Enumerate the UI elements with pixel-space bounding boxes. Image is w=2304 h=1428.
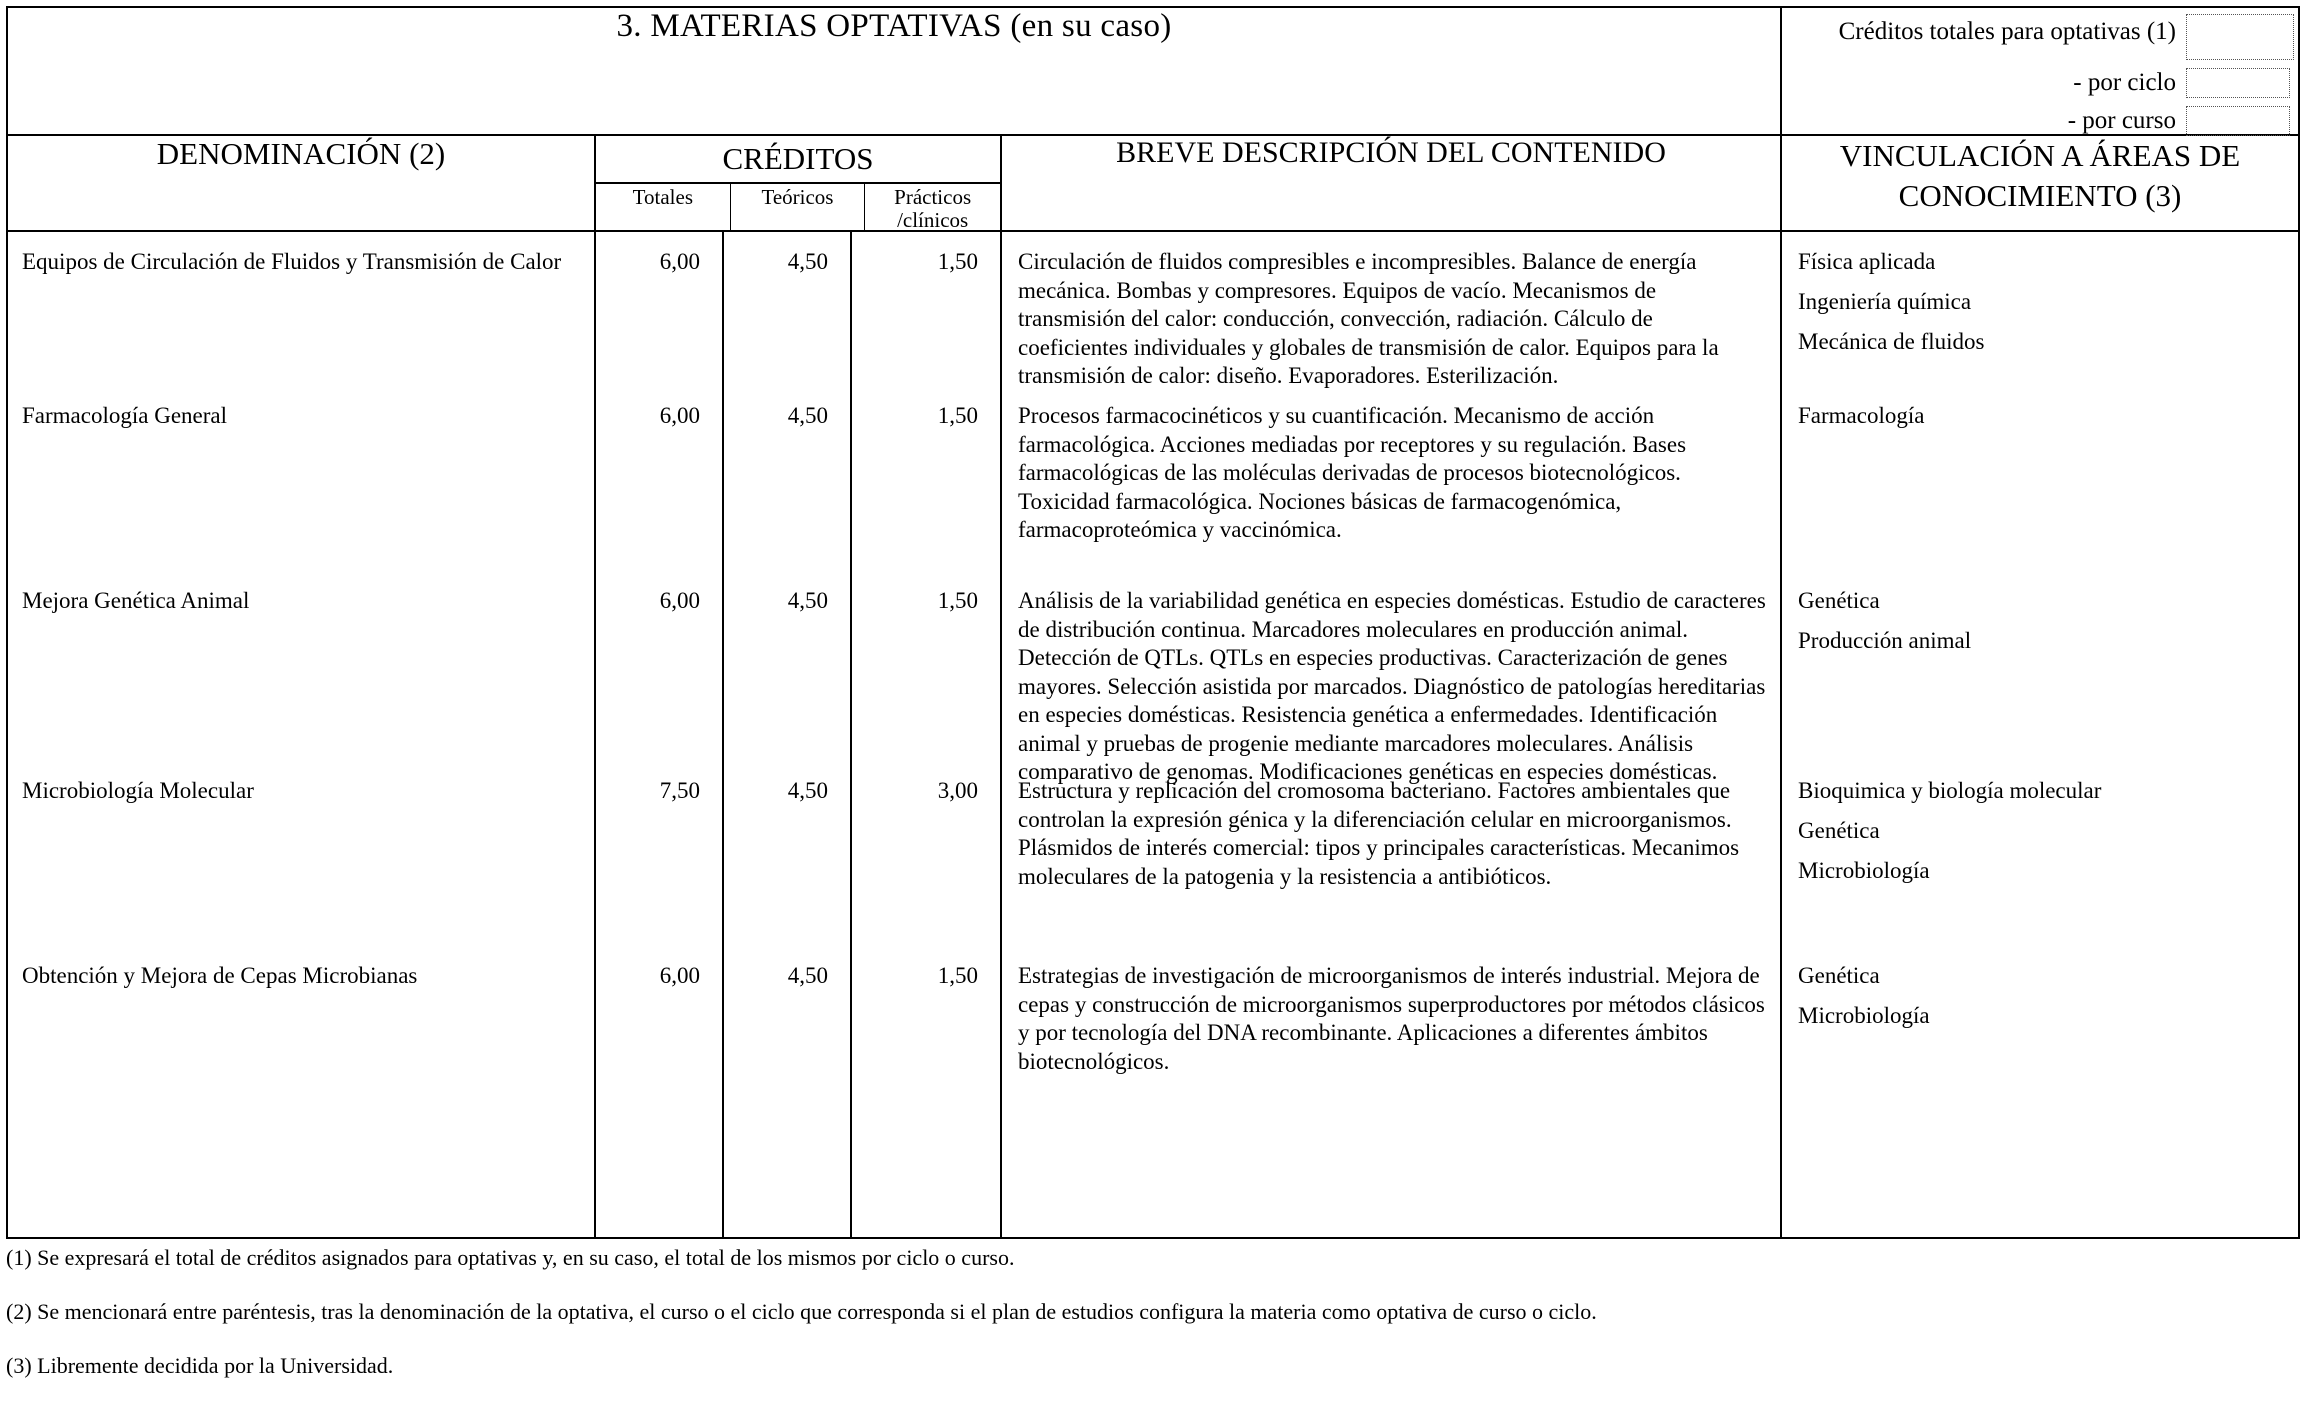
credits-theory-value: 4,50: [787, 778, 828, 803]
subject-name: Microbiología Molecular: [22, 778, 254, 803]
column-header-vinculacion: [1781, 135, 2299, 231]
teoricos-column: [723, 231, 851, 1238]
footnote-3: (3) Libremente decidida por la Universidad.: [6, 1353, 394, 1378]
knowledge-area: Física aplicada: [1798, 249, 1936, 274]
credits-theory-value: 4,50: [787, 249, 828, 274]
credits-practice-value: 1,50: [937, 588, 978, 613]
column-header-vinculacion-line2: CONOCIMIENTO (3): [1898, 178, 2182, 213]
column-header-row: [7, 135, 2299, 231]
knowledge-areas: [1798, 402, 2290, 442]
totales-column: [595, 231, 723, 1238]
credits-per-course-row: [1782, 102, 2290, 140]
credits-practice-value: 1,50: [937, 963, 978, 988]
credits-practice-value: 3,00: [937, 778, 978, 803]
credits-per-cycle-label: - por ciclo: [2073, 69, 2176, 96]
column-header-creditos: CRÉDITOS: [596, 136, 1000, 184]
credits-summary-block: [1781, 7, 2299, 135]
footnotes: [6, 1245, 2286, 1407]
title-row: [7, 7, 2299, 135]
subject-name: Mejora Genética Animal: [22, 588, 250, 613]
credits-total-value: 6,00: [659, 588, 700, 613]
column-header-denominacion: DENOMINACIÓN (2): [7, 135, 595, 231]
column-header-practicos: [865, 184, 1000, 230]
footnote-2: (2) Se mencionará entre paréntesis, tras la denominación de la optativa, el curso o el ciclo que corresponda si el plan de estudios configura la materia como optativa de curso o ciclo.: [6, 1299, 1597, 1324]
knowledge-areas: [1798, 587, 2290, 667]
knowledge-area: Microbiología: [1798, 858, 1930, 883]
credits-theory-value: 4,50: [787, 403, 828, 428]
column-header-practicos-line1: Prácticos: [894, 185, 972, 209]
column-header-descripcion: BREVE DESCRIPCIÓN DEL CONTENIDO: [1001, 135, 1781, 231]
table-body-row: [7, 231, 2299, 1238]
credits-theory-value: 4,50: [787, 963, 828, 988]
credits-total-value: 7,50: [659, 778, 700, 803]
credits-per-cycle-field[interactable]: [2186, 68, 2290, 98]
knowledge-area: Producción animal: [1798, 628, 1972, 653]
subject-name: Equipos de Circulación de Fluidos y Transmisión de Calor: [22, 249, 562, 274]
subject-name: Farmacología General: [22, 403, 227, 428]
knowledge-area: Farmacología: [1798, 403, 1925, 428]
credits-practice-value: 1,50: [937, 403, 978, 428]
knowledge-area: Microbiología: [1798, 1003, 1930, 1028]
credits-total-value: 6,00: [659, 403, 700, 428]
section-title: 3. MATERIAS OPTATIVAS (en su caso): [7, 7, 1781, 135]
knowledge-area: Genética: [1798, 818, 1880, 843]
descripcion-column: [1001, 231, 1781, 1238]
knowledge-areas: [1798, 777, 2290, 897]
column-header-practicos-line2: /clínicos: [897, 208, 969, 232]
subject-description: Estructura y replicación del cromosoma bacteriano. Factores ambientales que controlan la expresión génica y la diferenciación celular en microorganismos. Plásmidos de interés comercial: tipos y principales características. Mecanimos moleculares de la patogenia y la resistencia a antibióticos.: [1018, 778, 1740, 889]
knowledge-area: Bioquimica y biología molecular: [1798, 778, 2102, 803]
credits-per-course-field[interactable]: [2186, 106, 2290, 136]
knowledge-area: Genética: [1798, 588, 1880, 613]
knowledge-area: Ingeniería química: [1798, 289, 1972, 314]
column-header-creditos-group: [595, 135, 1001, 231]
credits-practice-value: 1,50: [937, 249, 978, 274]
subject-description: Estrategias de investigación de microorganismos de interés industrial. Mejora de cepas y construcción de microorganismos superproductores por métodos clásicos y por tecnología del DNA recombinante. Aplicaciones a diferentes ámbitos biotecnológicos.: [1018, 963, 1765, 1074]
credits-total-row: [1782, 14, 2290, 64]
knowledge-areas: [1798, 962, 2290, 1042]
footnote-1: (1) Se expresará el total de créditos asignados para optativas y, en su caso, el total de los mismos por ciclo o curso.: [6, 1245, 1015, 1270]
column-header-vinculacion-line1: VINCULACIÓN A ÁREAS DE: [1839, 138, 2241, 173]
practicos-column: [851, 231, 1001, 1238]
subject-name: Obtención y Mejora de Cepas Microbianas: [22, 963, 418, 988]
knowledge-area: Mecánica de fluidos: [1798, 329, 1985, 354]
knowledge-area: Genética: [1798, 963, 1880, 988]
vinculacion-column: [1781, 231, 2299, 1238]
credits-total-value: 6,00: [659, 963, 700, 988]
optional-subjects-table: [6, 6, 2300, 1239]
credits-total-value: 6,00: [659, 249, 700, 274]
column-header-totales: Totales: [596, 184, 731, 230]
credits-per-course-label: - por curso: [2067, 107, 2176, 134]
credits-per-cycle-row: [1782, 64, 2290, 102]
subject-description: Circulación de fluidos compresibles e incompresibles. Balance de energía mecánica. Bombas y compresores. Equipos de vacío. Mecanismos de transmisión del calor: conducción, convección, radiación. Cálculo de coeficientes individuales y globales de transmisión de calor. Equipos para la transmisión de calor: diseño. Evaporadores. Esterilización.: [1018, 249, 1719, 388]
subject-description: Procesos farmacocinéticos y su cuantificación. Mecanismo de acción farmacológica. Acciones mediadas por receptores y su regulación. Bases farmacológicas de las moléculas derivadas de procesos biotecnológicos. Toxicidad farmacológica. Nociones básicas de farmacogenómica, farmacoproteómica y vaccinómica.: [1018, 403, 1687, 542]
subject-description: Análisis de la variabilidad genética en especies domésticas. Estudio de caracteres de distribución continua. Marcadores moleculares en producción animal. Detección de QTLs. QTLs en especies productivas. Caracterización de genes mayores. Selección asistida por marcados. Diagnóstico de patologías hereditarias en especies domésticas. Resistencia genética a enfermedades. Identificación animal y pruebas de progenie mediante marcadores moleculares. Análisis comparativo de genomas. Modificaciones genéticas en especies domésticas.: [1018, 588, 1766, 784]
column-header-teoricos: Teóricos: [731, 184, 866, 230]
denominacion-column: [7, 231, 595, 1238]
credits-total-field[interactable]: [2186, 14, 2294, 60]
knowledge-areas: [1798, 248, 2290, 368]
credits-theory-value: 4,50: [787, 588, 828, 613]
credits-total-label: Créditos totales para optativas (1): [1838, 18, 2176, 45]
